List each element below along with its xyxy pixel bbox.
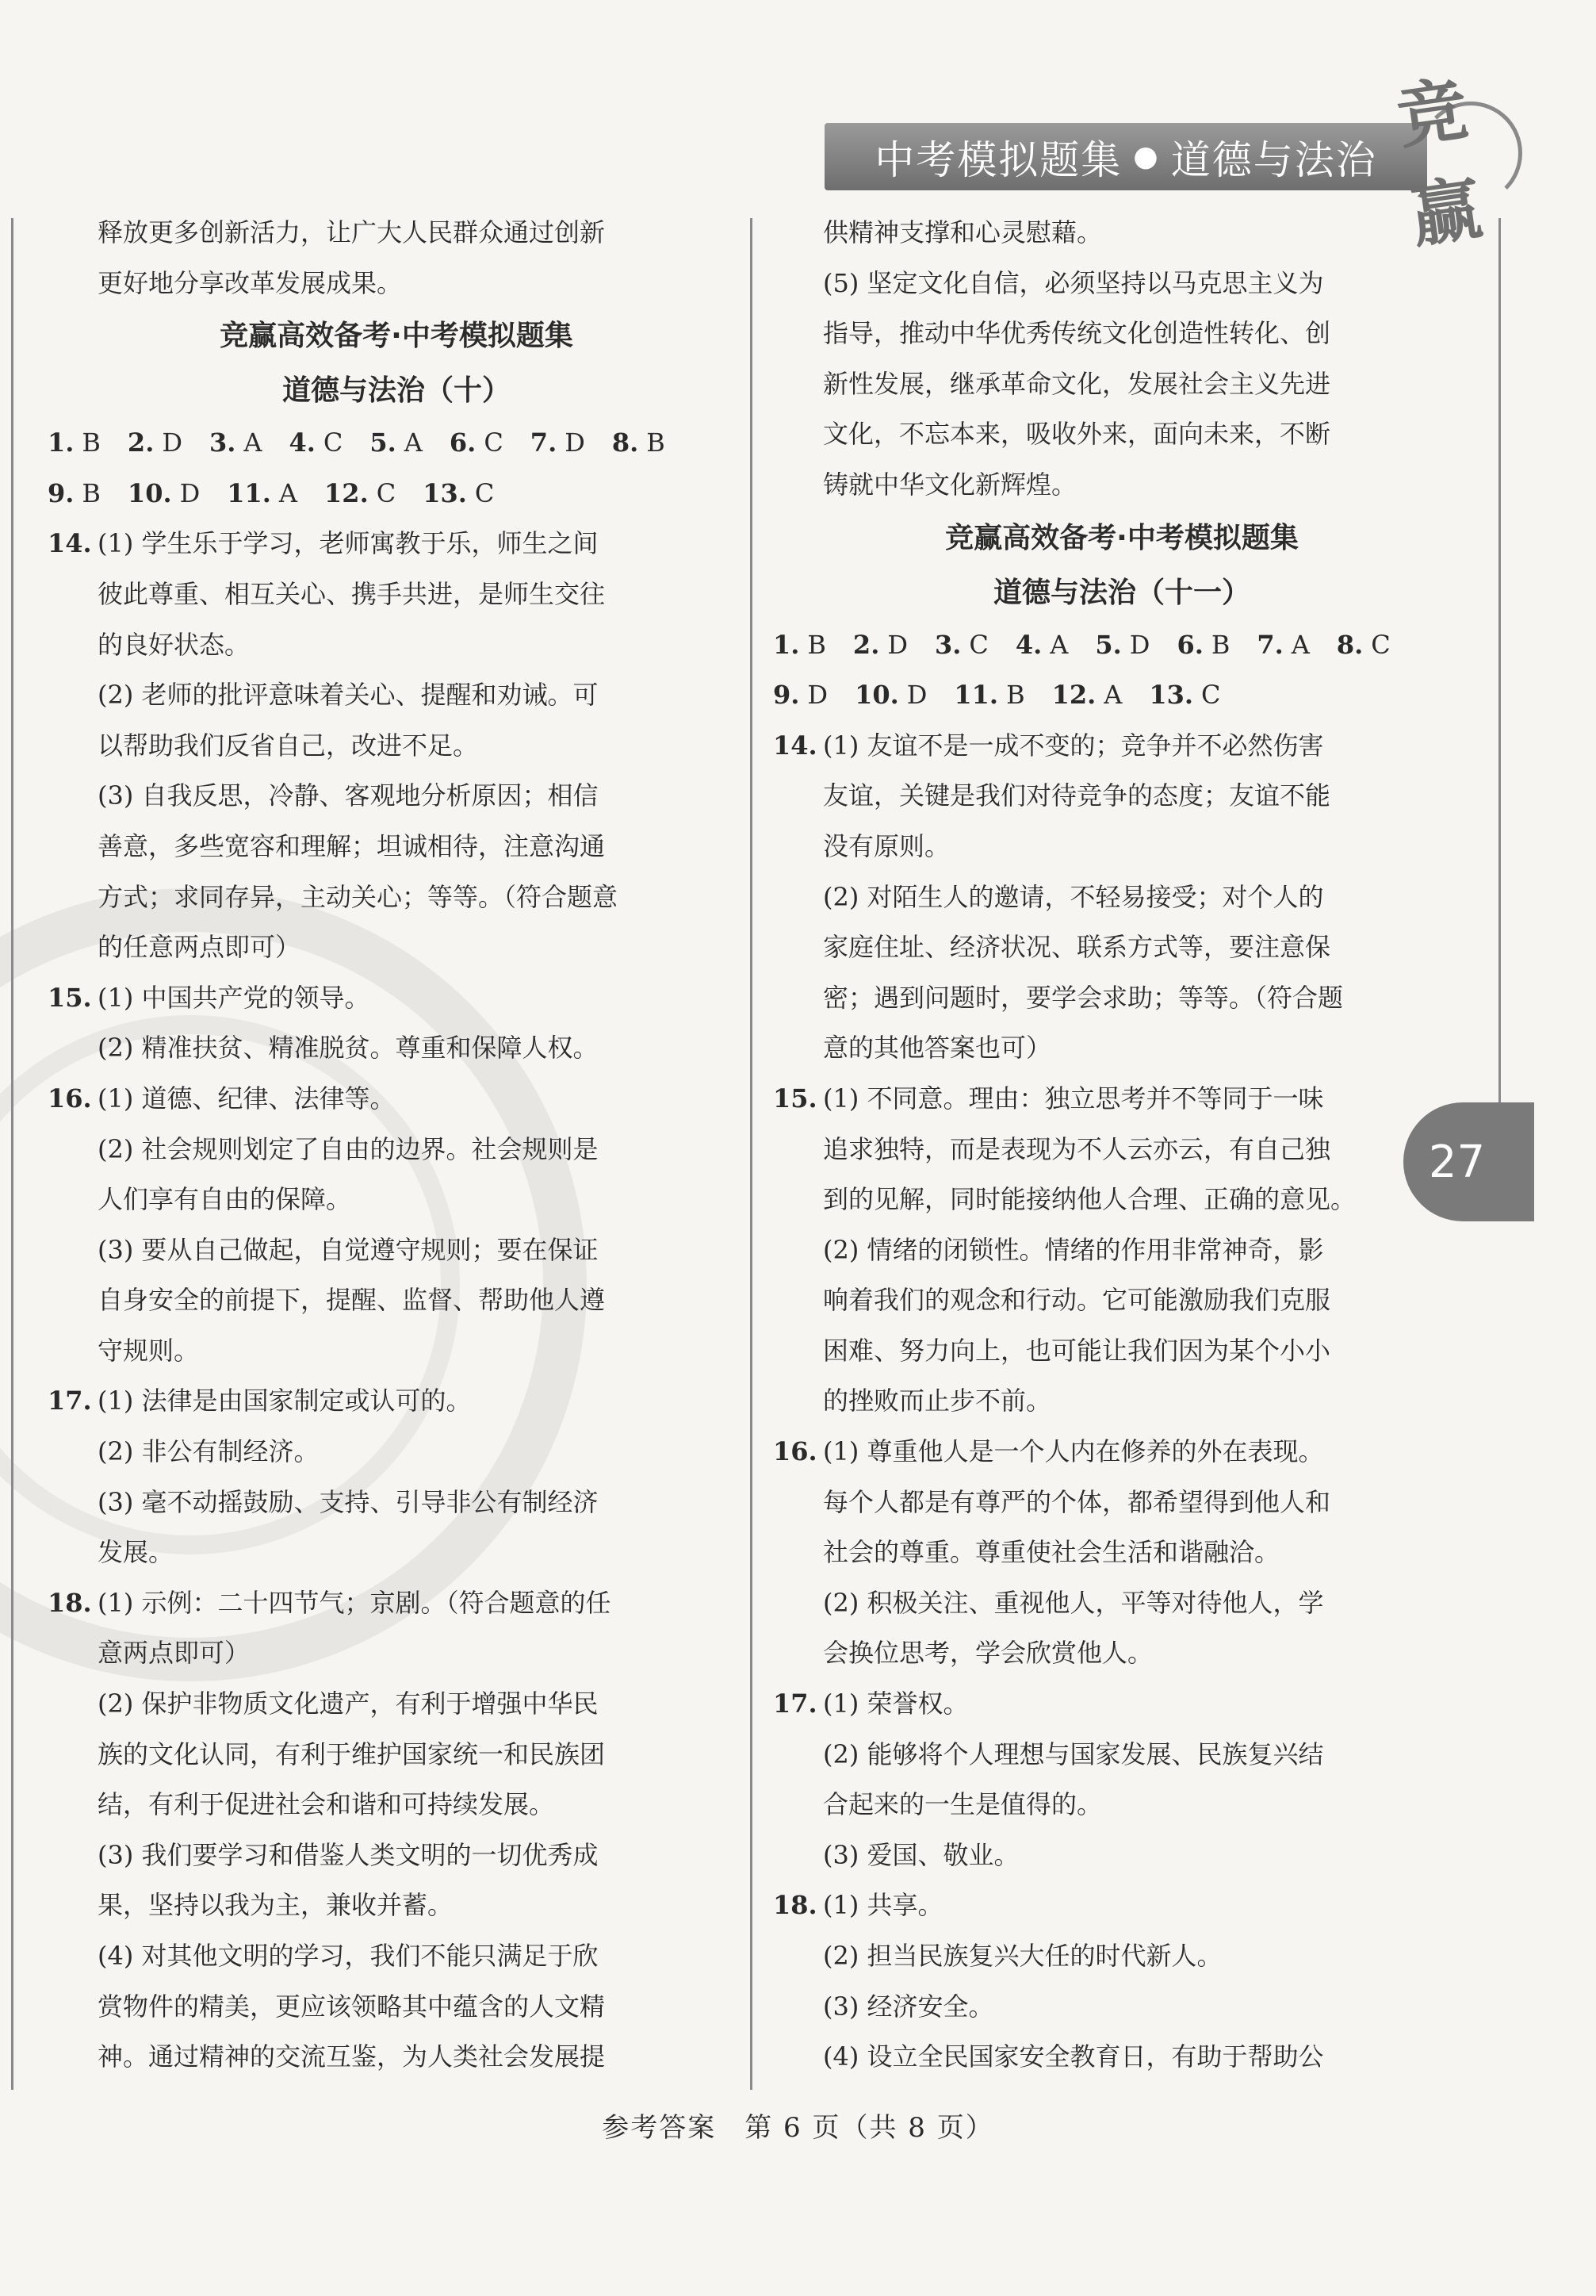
answer-line	[48, 1527, 745, 1578]
answer-text: (2) 社会规则划定了自由的边界。社会规则是	[98, 1133, 599, 1164]
header-series: 中考模拟题集	[875, 136, 1123, 183]
answer-text: (3) 自我反思，冷静、客观地分析原因；相信	[98, 780, 599, 811]
mc-answer-letter: A	[1104, 680, 1123, 711]
mc-answer-letter: B	[807, 629, 826, 660]
mc-question-number: 4.	[1015, 629, 1043, 660]
mc-answer-letter: D	[1129, 629, 1150, 660]
question-number: 17.	[773, 1688, 817, 1719]
answer-line	[773, 1376, 1471, 1427]
answer-text: 人们享有自由的保障。	[98, 1184, 352, 1215]
answer-text: 没有原则。	[823, 830, 951, 861]
mc-answer-row	[48, 469, 745, 519]
answer-text: 结，有利于促进社会和谐和可持续发展。	[98, 1789, 555, 1820]
mc-answer-letter: D	[807, 680, 829, 711]
intro-line: 更好地分享改革发展成果。	[98, 267, 403, 298]
answer-text: 赏物件的精美，更应该领略其中蕴含的人文精	[98, 1991, 606, 2022]
mc-question-number: 3.	[934, 629, 962, 660]
answer-line	[773, 1730, 1471, 1780]
mc-question-number: 10.	[855, 680, 899, 711]
answer-line	[48, 1982, 745, 2033]
answer-text: (1) 尊重他人是一个人内在修养的外在表现。	[823, 1436, 1324, 1467]
intro-line: 新性发展，继承革命文化，发展社会主义先进	[823, 368, 1331, 399]
answer-line	[773, 1679, 1471, 1730]
mc-answer-letter: B	[646, 427, 665, 458]
mc-answer-letter: A	[1291, 629, 1310, 660]
question-number: 16.	[48, 1083, 92, 1114]
intro-line: 指导，推动中华优秀传统文化创造性转化、创	[823, 318, 1331, 349]
mc-answer-letter: B	[82, 477, 101, 508]
header-banner	[825, 123, 1427, 190]
answer-text: 神。通过精神的交流互鉴，为人类社会发展提	[98, 2041, 606, 2072]
answer-text: (2) 老师的批评意味着关心、提醒和劝诫。可	[98, 680, 599, 711]
mc-answer-row	[773, 670, 1471, 721]
answer-line	[48, 1478, 745, 1528]
answer-line	[48, 872, 745, 923]
mc-question-number: 5.	[1095, 629, 1122, 660]
answer-line	[773, 1074, 1471, 1125]
answer-text: (2) 精准扶贫、精准脱贫。尊重和保障人权。	[98, 1033, 599, 1064]
mc-question-number: 12.	[1051, 680, 1097, 711]
answer-line	[48, 973, 745, 1024]
answer-line	[48, 1326, 745, 1377]
answer-text: (1) 学生乐于学习，老师寓教于乐，师生之间	[98, 528, 599, 559]
mc-question-number: 3.	[209, 427, 236, 458]
answer-line	[773, 922, 1471, 973]
answer-line	[48, 1175, 745, 1225]
answer-text: 以帮助我们反省自己，改进不足。	[98, 730, 479, 761]
answer-text: (1) 荣誉权。	[823, 1688, 969, 1719]
mc-answer-letter: A	[278, 477, 298, 508]
header-subject: 道德与法治	[1170, 136, 1377, 183]
mc-question-number: 6.	[1177, 629, 1204, 660]
mc-question-number: 11.	[227, 477, 271, 508]
section-subtitle: 道德与法治（十一）	[993, 576, 1250, 609]
answer-text: 善意，多些宽容和理解；坦诚相待，注意沟通	[98, 830, 606, 861]
question-number: 14.	[48, 528, 92, 559]
answer-text: (1) 友谊不是一成不变的；竞争并不必然伤害	[823, 730, 1324, 761]
answer-line	[48, 1730, 745, 1780]
answer-line	[48, 1628, 745, 1679]
answer-line	[773, 1125, 1471, 1175]
intro-line: 文化，不忘本来，吸收外来，面向未来，不断	[823, 419, 1331, 450]
answer-line	[48, 1427, 745, 1478]
question-number: 16.	[773, 1436, 817, 1467]
mc-answer-row	[773, 620, 1471, 671]
section-title: 竞赢高效备考·中考模拟题集	[945, 521, 1299, 554]
brand-logo: 竞赢	[1391, 67, 1487, 258]
mc-answer-letter: B	[1211, 629, 1230, 660]
answer-text: 意两点即可）	[98, 1638, 251, 1669]
answer-text: (3) 爱国、敬业。	[823, 1839, 1020, 1870]
answer-text: 社会的尊重。尊重使社会生活和谐融洽。	[823, 1537, 1280, 1568]
mc-answer-letter: D	[162, 427, 182, 458]
answer-text: 意的其他答案也可）	[823, 1033, 1052, 1064]
answer-line	[48, 922, 745, 973]
answer-line	[48, 1931, 745, 1982]
mc-answer-row	[48, 418, 745, 469]
mc-answer-letter: C	[323, 427, 343, 458]
answer-text: 每个人都是有尊严的个体，都希望得到他人和	[823, 1486, 1331, 1517]
question-number: 15.	[48, 982, 92, 1013]
answer-line	[48, 771, 745, 822]
mc-question-number: 2.	[127, 427, 155, 458]
mc-question-number: 1.	[48, 427, 75, 458]
answer-line	[48, 1275, 745, 1326]
answer-line	[48, 519, 745, 569]
mc-question-number: 5.	[369, 427, 396, 458]
answer-line	[773, 872, 1471, 923]
section-subtitle: 道德与法治（十）	[281, 374, 511, 408]
answer-line	[773, 721, 1471, 772]
answer-line	[773, 822, 1471, 872]
mc-answer-letter: C	[484, 427, 503, 458]
mc-question-number: 7.	[1257, 629, 1284, 660]
answer-line	[773, 1478, 1471, 1528]
answer-line	[773, 1931, 1471, 1982]
mc-question-number: 8.	[611, 427, 639, 458]
left-column	[48, 208, 745, 2083]
mc-question-number: 8.	[1336, 629, 1364, 660]
answer-text: (2) 保护非物质文化遗产，有利于增强中华民	[98, 1688, 599, 1719]
mc-answer-letter: C	[376, 477, 396, 508]
answer-line	[48, 1376, 745, 1427]
answer-line	[48, 1023, 745, 1074]
question-number: 18.	[773, 1890, 817, 1921]
answer-text: 到的见解，同时能接纳他人合理、正确的意见。	[823, 1184, 1357, 1215]
answer-text: (2) 对陌生人的邀请，不轻易接受；对个人的	[823, 881, 1324, 912]
answer-text: 合起来的一生是值得的。	[823, 1789, 1103, 1820]
answer-line	[773, 973, 1471, 1024]
answer-text: (3) 我们要学习和借鉴人类文明的一切优秀成	[98, 1839, 599, 1870]
answer-text: 的良好状态。	[98, 629, 251, 660]
answer-line	[48, 1679, 745, 1730]
answer-text: (1) 不同意。理由：独立思考并不等同于一味	[823, 1083, 1324, 1114]
intro-line: 供精神支撑和心灵慰藉。	[823, 217, 1103, 247]
answer-line	[773, 1225, 1471, 1276]
mc-answer-letter: C	[1371, 629, 1391, 660]
mc-answer-letter: C	[969, 629, 989, 660]
answer-line	[48, 1125, 745, 1175]
answer-text: 彼此尊重、相互关心、携手共进，是师生交往	[98, 578, 606, 609]
answer-line	[48, 670, 745, 721]
right-margin-rule	[1498, 218, 1501, 1138]
answer-line	[773, 771, 1471, 822]
answer-text: (1) 法律是由国家制定或认可的。	[98, 1386, 472, 1416]
mc-answer-letter: C	[474, 477, 495, 508]
answer-text: (1) 道德、纪律、法律等。	[98, 1083, 396, 1114]
answer-text: (4) 设立全民国家安全教育日，有助于帮助公	[823, 2041, 1324, 2072]
answer-line	[773, 1175, 1471, 1225]
header-separator: ●	[1133, 140, 1160, 173]
answer-line	[48, 1225, 745, 1276]
mc-answer-letter: A	[1050, 629, 1069, 660]
answer-line	[48, 721, 745, 772]
mc-answer-letter: C	[1201, 680, 1221, 711]
answer-line	[773, 1023, 1471, 1074]
answer-text: 守规则。	[98, 1335, 200, 1366]
answer-line	[773, 1326, 1471, 1377]
answer-line	[773, 1628, 1471, 1679]
answer-text: 响着我们的观念和行动。它可能激励我们克服	[823, 1285, 1331, 1316]
mc-answer-letter: D	[565, 427, 585, 458]
mc-answer-letter: D	[906, 680, 928, 711]
answer-text: 发展。	[98, 1537, 174, 1568]
intro-line: (5) 坚定文化自信，必须坚持以马克思主义为	[823, 267, 1324, 298]
answer-text: 追求独特，而是表现为不人云亦云，有自己独	[823, 1133, 1331, 1164]
section-title: 竞赢高效备考·中考模拟题集	[220, 320, 573, 353]
answer-text: 友谊，关键是我们对待竞争的态度；友谊不能	[823, 780, 1331, 811]
answer-text: 果，坚持以我为主，兼收并蓄。	[98, 1890, 454, 1921]
answer-text: 困难、努力向上，也可能让我们因为某个小小	[823, 1335, 1331, 1366]
answer-line	[48, 2032, 745, 2083]
mc-answer-letter: D	[179, 477, 201, 508]
answer-text: (1) 中国共产党的领导。	[98, 982, 370, 1013]
mc-answer-letter: B	[82, 427, 101, 458]
answer-text: (2) 积极关注、重视他人，平等对待他人，学	[823, 1587, 1324, 1618]
answer-line	[773, 1982, 1471, 2033]
mc-answer-letter: B	[1006, 680, 1025, 711]
mc-question-number: 10.	[127, 477, 172, 508]
answer-text: (2) 能够将个人理想与国家发展、民族复兴结	[823, 1738, 1324, 1769]
answer-line	[773, 1880, 1471, 1931]
mc-question-number: 12.	[324, 477, 369, 508]
question-number: 18.	[48, 1587, 92, 1618]
mc-answer-letter: A	[404, 427, 423, 458]
mc-question-number: 4.	[289, 427, 316, 458]
mc-question-number: 1.	[773, 629, 800, 660]
question-number: 15.	[773, 1083, 817, 1114]
answer-text: 的挫败而止步不前。	[823, 1386, 1052, 1416]
mc-question-number: 7.	[530, 427, 557, 458]
answer-text: (3) 毫不动摇鼓励、支持、引导非公有制经济	[98, 1486, 599, 1517]
answer-text: 密；遇到问题时，要学会求助；等等。（符合题	[823, 982, 1344, 1013]
answer-text: (1) 示例：二十四节气；京剧。（符合题意的任	[98, 1587, 611, 1618]
answer-text: 族的文化认同，有利于维护国家统一和民族团	[98, 1738, 606, 1769]
answer-line	[48, 620, 745, 671]
answer-text: (4) 对其他文明的学习，我们不能只满足于欣	[98, 1941, 599, 1971]
page-footer: 参考答案 第 6 页（共 8 页）	[602, 2112, 994, 2144]
answer-text: (2) 情绪的闭锁性。情绪的作用非常神奇，影	[823, 1234, 1324, 1265]
answer-text: (3) 经济安全。	[823, 1991, 994, 2022]
question-number: 17.	[48, 1386, 92, 1416]
answer-text: (3) 要从自己做起，自觉遵守规则；要在保证	[98, 1234, 599, 1265]
answer-line	[48, 1830, 745, 1881]
answer-text: 的任意两点即可）	[98, 932, 301, 963]
left-margin-rule	[11, 218, 13, 2090]
answer-text: 会换位思考，学会欣赏他人。	[823, 1638, 1154, 1669]
answer-text: 自身安全的前提下，提醒、监督、帮助他人遵	[98, 1285, 606, 1316]
answer-line	[773, 1527, 1471, 1578]
answer-line	[773, 1275, 1471, 1326]
column-divider	[750, 218, 752, 2090]
mc-question-number: 9.	[773, 680, 800, 711]
intro-line: 释放更多创新活力，让广大人民群众通过创新	[98, 217, 606, 247]
mc-question-number: 13.	[423, 477, 467, 508]
page-number-badge: 27	[1403, 1102, 1534, 1221]
answer-text: 方式；求同存异，主动关心；等等。（符合题意	[98, 881, 618, 912]
answer-line	[773, 2032, 1471, 2083]
mc-question-number: 11.	[954, 680, 999, 711]
mc-answer-letter: D	[887, 629, 908, 660]
answer-line	[48, 569, 745, 620]
mc-question-number: 2.	[852, 629, 880, 660]
mc-question-number: 13.	[1149, 680, 1194, 711]
answer-line	[773, 1578, 1471, 1629]
question-number: 14.	[773, 730, 817, 761]
answer-line	[48, 822, 745, 872]
answer-line	[773, 1780, 1471, 1830]
answer-line	[48, 1780, 745, 1830]
answer-line	[48, 1880, 745, 1931]
answer-line	[773, 1427, 1471, 1478]
answer-text: (2) 担当民族复兴大任的时代新人。	[823, 1941, 1223, 1971]
mc-answer-letter: A	[243, 427, 262, 458]
answer-text: (1) 共享。	[823, 1890, 943, 1921]
answer-text: 家庭住址、经济状况、联系方式等，要注意保	[823, 932, 1331, 963]
mc-question-number: 9.	[48, 477, 75, 508]
intro-line: 铸就中华文化新辉煌。	[823, 469, 1077, 500]
answer-line	[773, 1830, 1471, 1881]
answer-text: (2) 非公有制经济。	[98, 1436, 320, 1467]
mc-question-number: 6.	[449, 427, 477, 458]
right-column	[773, 208, 1471, 2083]
answer-line	[48, 1074, 745, 1125]
answer-line	[48, 1578, 745, 1629]
